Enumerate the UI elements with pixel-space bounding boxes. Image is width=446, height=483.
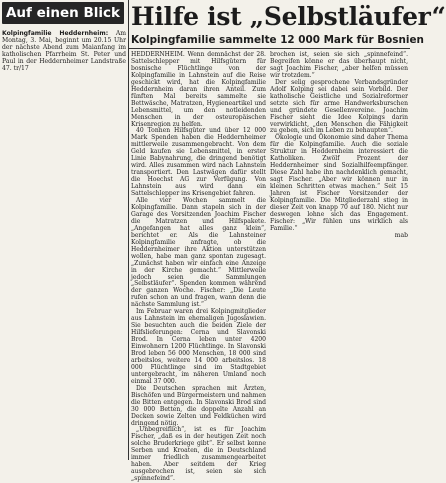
paragraph: 40 Tonnen Hilfsgüter und über 12 000 Mark Spenden haben die Heddernheimer mittlerweile zusammengebracht. Von dem Geld kaufen sie Lebensmittel, in erster Linie Babynahrung, die dringend benötigt wird. Alles zusammen wird nach Lahnstein transportiert. Den Lastwägen dafür stellt die Hoechst AG zur Verfügung. Von Lahnstein aus wird dann ein Sattelschlepper ins Krisengebiet fahren. [131,127,266,198]
section-badge: Auf einen Blick [2,2,124,24]
column-divider [128,0,129,460]
paragraph: „Unbegreiflich“, ist es für Joachim Fischer, „daß es in der heutigen Zeit noch solche Bruderkriege gibt“. Er selbst kenne Serben und Kroaten, die in Deutschland immer friedlich zusammengearbeitet haben. Aber seitdem der Krieg ausgebrochen ist, seien sie sich „spinnefeind“. [131,426,266,483]
paragraph: HEDDERNHEIM. Wenn demnächst der 28. Sattelschlepper mit Hilfsgütern für bosnische Flüchtlinge von der Kolpingfamilie in Lahnstein auf die Reise geschickt wird, hat die Kolpingfamilie Heddernheim daran ihren Anteil. Zum fünften Mal bereits sammelte sie Bettwäsche, Matratzen, Hygieneartikel und Lebensmittel, um den notleidenden Menschen in der osteuropäischen Krisenregion zu helfen. [131,51,266,128]
brief-text: Am Montag, 3. Mai, beginnt um 20.15 Uhr der nächste Abend zum Maianfang im katholischen Pfarrheim St. Peter und Paul in der Heddernheimer Landstraße 47. tr/17 [2,30,126,73]
article-subheadline: Kolpingfamilie sammelte 12 000 Mark für Bosnien [131,34,424,46]
headline-rule [129,48,410,49]
article-column-1 [131,51,266,483]
paragraph: Ökologie und Ökonomie sind daher Thema für die Kolpingfamilie. Auch die soziale Struktur in Heddernheim interessiert die Katholiken. Zwölf Prozent der Heddernheimer sind Sozialhilfeempfänger. Diese Zahl habe ihn nachdenklich gemacht, sagt Fischer. „Aber wir können nur in kleinen Schritten etwas machen.“ Seit 15 Jahren ist Fischer Vorsitzender der Kolpingfamilie. Die Mitgliederzahl stieg in dieser Zeit von knapp 70 auf 180. Nicht nur deswegen lohne sich das Engagement. Fischer: „Wir fühlen uns wirklich als Familie.“ [270,134,408,232]
article-headline: Hilfe ist „Selbstläufer“ [131,2,446,31]
paragraph: Der selig gesprochene Verbandsgründer Adolf Kolping sei dabei sein Vorbild. Der katholische Geistliche und Sozialreformer setzte sich für arme Handwerksburschen und gründete Gesellenvereine. Joachim Fischer sieht die Idee Kolpings darin verwirklicht, „den Menschen die Fähigkeit zu geben, sich im Leben zu behaupten“. [270,78,408,135]
brief-notice [2,30,126,73]
paragraph: brochen ist, seien sie sich „spinnefeind“. Begreifen könne er das überhaupt nicht, sagt Joachim Fischer, „aber helfen müssen wir trotzdem.“ [270,51,408,79]
author-signature: mab [394,231,408,239]
article-column-2 [270,52,408,328]
brief-lead: Kolpingfamilie Heddernheim: [2,30,109,37]
paragraph: Die Deutschen sprachen mit Ärzten, Bischöfen und Bürgermeistern und nahmen die Bitten entgegen. In Slavonski Brod sind 30 000 Betten, die doppelte Anzahl an Decken sowie Zelten und Feldküchen wird dringend nötig. [131,384,266,427]
paragraph: Alle vier Wochen sammelt die Kolpingfamilie. Dann stapeln sich in der Garage des Vorsitzenden Joachim Fischer die Matratzen und Hilfspakete. „Angefangen hat alles ganz klein“, berichtet er. Als die Lahnsteiner Kolpingfamilie anfragte, ob die Heddernheimer ihre Aktion unterstützen wollen, habe man ganz spontan zugesagt. „Zunächst haben wir einfach eine Anzeige in der Kirche gemacht.“ Mittlerweile jedoch seien die Sammlungen „Selbstläufer“. Spenden kommen während der ganzen Woche. Fischer: „Die Leute rufen schon an und fragen, wann denn die nächste Sammlung ist.“ [131,197,266,309]
paragraph: Im Februar waren drei Kolpingmitglieder aus Lahnstein im ehemaligen Jugoslawien. Sie besuchten auch die beiden Ziele der Hilfslieferungen: Cerna und Slavonski Brod. In Cerna leben unter 4200 Einwohnern 1200 Flüchtlinge. In Slavonski Brod leben 56 000 Menschen, 18 000 sind arbeitslos, weitere 14 000 arbeitslos. 18 000 Flüchtlinge sind im Stadtgebiet untergebracht, im näheren Umland noch einmal 37 000. [131,308,266,385]
